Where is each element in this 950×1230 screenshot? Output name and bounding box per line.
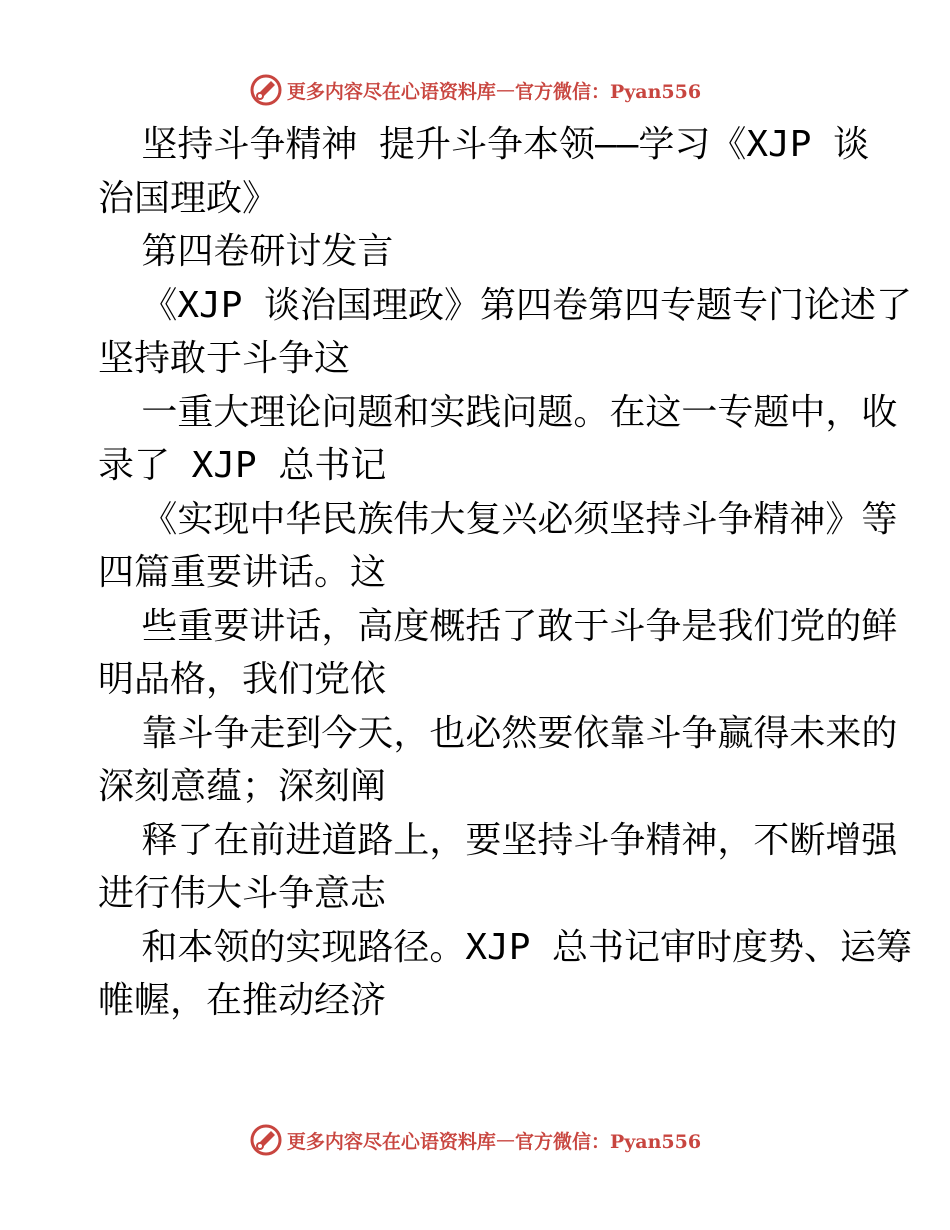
text-line: 释了在前进道路上，要坚持斗争精神，不断增强: [98, 819, 898, 861]
document-body: [98, 118, 913, 1028]
text-line: 《XJP 谈治国理政》第四卷第四专题专门论述了: [98, 284, 913, 326]
watermark-contact: 官方微信：Pyan556: [514, 1130, 702, 1153]
text-line: 坚持敢于斗争这: [98, 338, 351, 379]
footer-watermark: [0, 1120, 950, 1160]
text-line: 和本领的实现路径。XJP 总书记审时度势、运筹: [98, 926, 913, 968]
text-line: 一重大理论问题和实践问题。在这一专题中，收: [98, 391, 898, 433]
watermark-brand: 更多内容尽在心语资料库: [286, 1130, 496, 1153]
text-line: 靠斗争走到今天，也必然要依靠斗争赢得未来的: [98, 712, 898, 754]
watermark-contact: 官方微信：Pyan556: [514, 80, 702, 103]
text-line: 些重要讲话，高度概括了敢于斗争是我们党的鲜: [98, 605, 898, 647]
text-line: 进行伟大斗争意志: [98, 873, 387, 914]
text-line: 第四卷研讨发言: [98, 231, 394, 272]
text-line: 录了 XJP 总书记: [98, 445, 387, 486]
watermark-brand: 更多内容尽在心语资料库: [286, 80, 496, 103]
brand-logo-icon: [249, 73, 283, 107]
watermark-dash: —: [495, 1129, 515, 1151]
text-line: 《实现中华民族伟大复兴必须坚持斗争精神》等: [98, 498, 898, 540]
watermark-dash: —: [495, 79, 515, 101]
text-line: 帷幄，在推动经济: [98, 980, 387, 1021]
text-line: 治国理政》: [98, 177, 279, 219]
header-watermark: [0, 70, 950, 110]
brand-logo-icon: [249, 1123, 283, 1157]
text-line: 坚持斗争精神 提升斗争本领——学习《XJP 谈: [98, 124, 870, 165]
text-line: 深刻意蕴；深刻阐: [98, 766, 387, 807]
text-line: 四篇重要讲话。这: [98, 552, 387, 593]
text-line: 明品格，我们党依: [98, 659, 387, 700]
